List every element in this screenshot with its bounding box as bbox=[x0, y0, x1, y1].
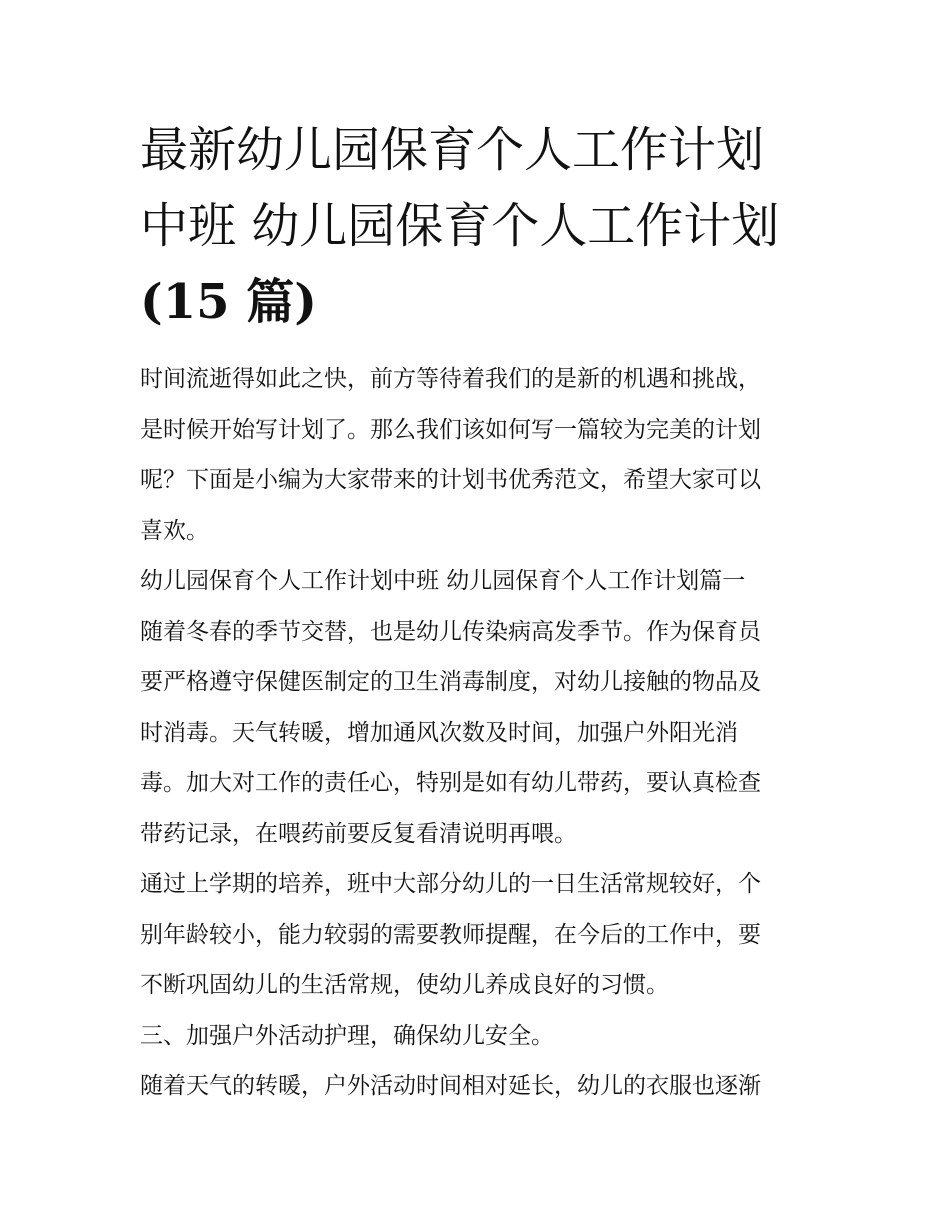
intro-paragraph bbox=[140, 354, 812, 556]
document-body bbox=[140, 354, 812, 1112]
text-line: 时消毒。天气转暖，增加通风次数及时间，加强户外阳光消 bbox=[140, 719, 738, 746]
outdoor-paragraph bbox=[140, 1061, 812, 1112]
title-line: (15 篇) bbox=[140, 274, 317, 330]
text-line: 时间流逝得如此之快，前方等待着我们的是新的机遇和挑战， bbox=[140, 366, 761, 392]
text-line: 随着天气的转暖，户外活动时间相对延长，幼儿的衣服也逐渐 bbox=[140, 1073, 761, 1099]
text-line: 三、加强户外活动护理，确保幼儿安全。 bbox=[140, 1022, 554, 1049]
text-line: 不断巩固幼儿的生活常规，使幼儿养成良好的习惯。 bbox=[140, 972, 669, 998]
text-line: 通过上学期的培养，班中大部分幼儿的一日生活常规较好，个 bbox=[140, 871, 761, 897]
text-line: 别年龄较小，能力较弱的需要教师提醒，在今后的工作中，要 bbox=[140, 921, 761, 948]
text-line: 是时候开始写计划了。那么我们该如何写一篇较为完美的计划 bbox=[140, 416, 761, 443]
text-line: 幼儿园保育个人工作计划中班 幼儿园保育个人工作计划篇一 bbox=[140, 568, 746, 594]
text-line: 随着冬春的季节交替，也是幼儿传染病高发季节。作为保育员 bbox=[140, 618, 761, 645]
text-line: 呢？下面是小编为大家带来的计划书优秀范文，希望大家可以 bbox=[140, 467, 761, 493]
title-line: 中班 幼儿园保育个人工作计划 bbox=[140, 198, 780, 254]
document-title bbox=[140, 112, 812, 340]
routine-paragraph bbox=[140, 859, 812, 1011]
text-line: 要严格遵守保健医制定的卫生消毒制度，对幼儿接触的物品及 bbox=[140, 669, 761, 695]
title-line: 最新幼儿园保育个人工作计划 bbox=[140, 122, 765, 178]
text-line: 喜欢。 bbox=[140, 517, 209, 544]
health-paragraph bbox=[140, 607, 812, 860]
section-heading-paragraph bbox=[140, 556, 812, 607]
document-content bbox=[140, 112, 812, 1112]
text-line: 带药记录，在喂药前要反复看清说明再喂。 bbox=[140, 820, 577, 847]
outdoor-heading-paragraph bbox=[140, 1011, 812, 1062]
text-line: 毒。加大对工作的责任心，特别是如有幼儿带药，要认真检查 bbox=[140, 770, 761, 796]
